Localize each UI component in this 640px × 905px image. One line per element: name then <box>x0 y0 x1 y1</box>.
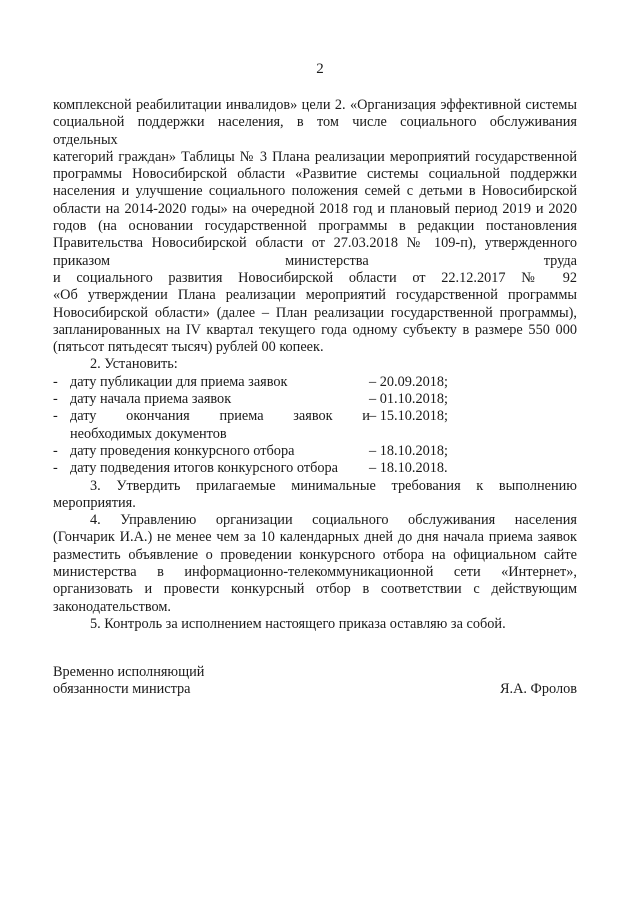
paragraph-item-3 <box>53 478 577 513</box>
list-item-date: – 18.10.2018. <box>369 460 448 477</box>
word: приема <box>219 408 264 425</box>
signatory-title: Временно исполняющий <box>53 664 205 680</box>
list-item <box>53 391 577 408</box>
text-line: мероприятия. <box>53 494 136 511</box>
list-dash: - <box>53 391 58 408</box>
list-item <box>53 374 577 391</box>
list-dash: - <box>53 408 58 425</box>
list-item-label <box>70 408 370 425</box>
text-line: Правительства Новосибирской области от 27.03.2018 № 109-п), утвержденного <box>53 235 577 252</box>
list-item-label: дату подведения итогов конкурсного отбора <box>70 460 338 477</box>
list-item-label-continued: необходимых документов <box>70 425 227 442</box>
text-line: социальной поддержки населения, в том числе социального обслуживания отдельных <box>53 114 577 148</box>
text-line: организовать и провести конкурсный отбор в соответствии с действующим <box>53 581 577 598</box>
list-item-date: – 15.10.2018; <box>369 408 449 425</box>
text-line: 3. Утвердить прилагаемые минимальные требования к выполнению <box>90 477 577 494</box>
text-line: населения и улучшение социального положения семей с детьми в Новосибирской <box>53 183 577 200</box>
text-line: законодательством. <box>53 598 171 615</box>
text-line: 4. Управлению организации социального обслуживания населения <box>90 512 577 529</box>
paragraph-item-4 <box>53 512 577 616</box>
list-item <box>53 460 577 477</box>
list-item-label: дату проведения конкурсного отбора <box>70 442 295 459</box>
list-dash: - <box>53 460 58 477</box>
text-line: программы Новосибирской области «Развитие системы социальной поддержки <box>53 166 577 183</box>
text-line: категорий граждан» Таблицы № 3 Плана реализации мероприятий государственной <box>53 148 577 165</box>
item-2-heading: 2. Установить: <box>90 356 178 373</box>
signatory-name: Я.А. Фролов <box>499 681 577 698</box>
text-line: годов (на основании государственной программы в редакции постановления <box>53 218 577 235</box>
dates-list <box>53 374 577 478</box>
list-item-label: дату начала приема заявок <box>70 391 232 408</box>
text-line: (пятьсот пятьдесят тысяч) рублей 00 копеек. <box>53 339 324 356</box>
word: заявок <box>293 408 333 425</box>
text-line: приказом министерства труда <box>53 252 577 269</box>
text-line: Новосибирской области» (далее – План реализации государственной программы), <box>53 304 577 321</box>
document-body <box>53 97 577 633</box>
paragraph-1 <box>53 97 577 356</box>
word: окончания <box>126 408 190 425</box>
paragraph-item-5: 5. Контроль за исполнением настоящего приказа оставляю за собой. <box>90 615 506 632</box>
list-item <box>53 408 577 443</box>
list-item-date: – 01.10.2018; <box>369 391 449 408</box>
text-line: разместить объявление о проведении конкурсного отбора на официальном сайте <box>53 546 577 563</box>
list-item-label: дату публикации для приема заявок <box>70 373 288 390</box>
text-line: запланированных на IV квартал текущего года одному субъекту в размере 550 000 <box>53 321 577 338</box>
word: и <box>362 408 370 425</box>
text-line: министерства в информационно-телекоммуникационной сети «Интернет», <box>53 564 577 581</box>
page-number: 2 <box>316 61 324 77</box>
text-line: (Гончарик И.А.) не менее чем за 10 календарных дней до дня начала приема заявок <box>53 529 577 546</box>
list-item-date: – 20.09.2018; <box>369 373 449 390</box>
signatory-title: обязанности министра <box>53 681 191 698</box>
text-line: области на 2014-2020 годы» на очередной 2018 год и плановый период 2019 и 2020 <box>53 200 577 217</box>
list-dash: - <box>53 373 58 390</box>
list-dash: - <box>53 442 58 459</box>
text-line: и социального развития Новосибирской области от 22.12.2017 № 92 <box>53 269 577 286</box>
word: дату <box>70 408 97 425</box>
text-line: комплексной реабилитации инвалидов» цели 2. «Организация эффективной системы <box>53 97 577 113</box>
text-line: «Об утверждении Плана реализации мероприятий государственной программы <box>53 287 577 304</box>
list-item-date: – 18.10.2018; <box>369 442 449 459</box>
list-item <box>53 443 577 460</box>
signature-block <box>53 664 577 699</box>
